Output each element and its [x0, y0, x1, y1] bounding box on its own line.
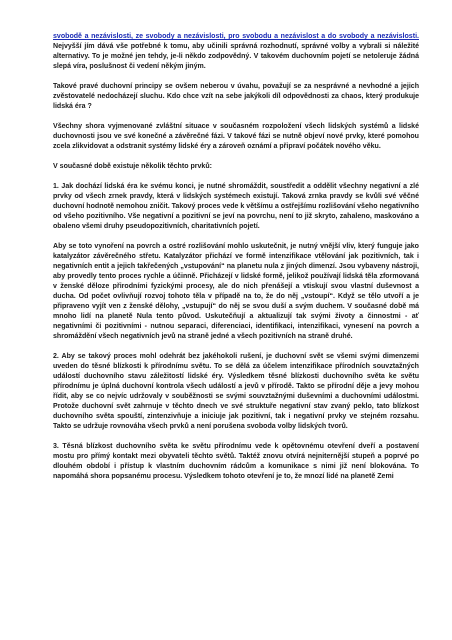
- paragraph-8: 3. Těsná blízkost duchovního světa ke světu přírodnímu vede k opětovnému otevření dveří a postavení mostu pro přímý kontakt mezi obyvateli těchto světů. Taktéž znovu otvírá nejniternější stupeň a poprvé po dlouhém období i přístup k vlastním duchovním rádcům a komunikace s nimi již není blokována. To napomáhá shora popsanému procesu. Výsledkem tohoto otevření je to, že mnozí lidé na planetě Zemi: [53, 443, 419, 480]
- paragraph-2: Takové pravé duchovní principy se ovšem neberou v úvahu, považují se za nesprávné a nevhodné a jejich zvěstovatelé nedocházejí sluchu. Kdo chce vzít na sebe jakýkoli díl odpovědnosti za chaos, který produkuje lidská éra ?: [53, 83, 419, 110]
- paragraph-1: [53, 32, 419, 72]
- paragraph-3: Všechny shora vyjmenované zvláštní situace v současném rozpoložení všech lidských systémů a lidské duchovnosti jsou ve své konečné a závěrečné fázi. V takové fázi se nutně objeví nové prvky, které pomohou zcela zlikvidovat a odstranit systémy lidské éry a zároveň oznámí a připraví počátek nového věku.: [53, 123, 419, 150]
- paragraph-4: V současné době existuje několik těchto prvků:: [53, 163, 212, 170]
- paragraph-6: Aby se toto vynoření na povrch a ostré rozlišování mohlo uskutečnit, je nutný vnější vliv, který funguje jako katalyzátor závěrečného střetu. Katalyzátor přichází ve formě intenzifikace vtělování jak pozitivních, tak i negativních entit a jejich takřečených „vstupování“ na planetu nula z jiných dimenzí. Jsou vybaveny nástroji, aby provedly tento proces rychle a účinně. Přicházejí v lidské formě, jelikož používají lidská těla zformovaná v ženské děloze přirodními fyzickými procesy, ale do nich přenášejí a vtiskují svou vlastní duševnost a ducha. Od počet ovlivňují rozvoj tohoto těla v případě na to, že do něj „vstoupí“. Když se tělo utvoří a je připraveno vyjít ven z ženské dělohy, „vstupují“ do něj se svou duší a svým duchem. V současné době má mnoho lidí na planetě Nula tento původ. Uskutečňují a aktualizují tak svými životy a činnostmi - ať negativními či pozitivními - nutnou separaci, diferenciaci, identifikaci, intenzifikaci, vynesení na povrch a shromáždění všech negativních jevů na straně jedné a všech pozitivních na straně druhé.: [53, 243, 419, 340]
- paragraph-text: Nejvyšší jím dává vše potřebné k tomu, aby učinili správná rozhodnutí, správné volby a vybrali si náležité alternativy. To je možné jen tehdy, je-li někdo zodpovědný. V takovém duchovním pojetí se netoleruje žádná slepá víra, poslušnost či vedení někým jiným.: [53, 43, 419, 70]
- document-body: [53, 32, 419, 482]
- paragraph-7: 2. Aby se takový proces mohl odehrát bez jakéhokoli rušení, je duchovní svět se všemi svými dimenzemi uveden do těsné blízkosti k přírodnímu světu. To se dělá za účelem intenzifikace přírodních souvztažných událostí duchovního stavu záležitostí lidské éry. Výsledkem těsné blízkosti duchovního světa ke světu přírodnímu je úplná duchovní kontrola všech událostí a jevů v přírodě. Takto se přírodní děje a jevy mohou řídit, aby se co nejvíc udržovaly v souběžnosti se svými souvztažnými duševními a duchovními událostmi. Protože duchovní svět zahrnuje v těchto dnech ve své struktuře negativní stav zvaný peklo, tato blízkost duchovního světa spouští, zintenzivňuje a iniciuje jak pozitivní, tak i negativní prvky ve stejném rozsahu. Takto se udržuje rovnováha všech prvků a není porušena svoboda volby lidských tvorů.: [53, 353, 419, 430]
- paragraph-5: 1. Jak dochází lidská éra ke svému konci, je nutné shromáždit, soustředit a oddělit všechny negativní a zlé prvky od všech zrnek pravdy, která v lidských systémech existují. Taková zrnka pravdy se kvůli své věčné duchovní hodnotě nemohou zničit. Takový proces vede k většímu a ostřejšímu rozlišování všeho negativního od všeho pozitivního. Vše negativní a pozitivní se jeví na povrchu, není to již skryto, zahaleno, maskováno a obaleno všemi druhy pseudopozitivních, charitativních pojetí.: [53, 183, 419, 230]
- inline-link[interactable]: svobodě a nezávislosti, ze svobody a nezávislosti, pro svobodu a nezávislost a do svobody a nezávislosti.: [53, 33, 419, 40]
